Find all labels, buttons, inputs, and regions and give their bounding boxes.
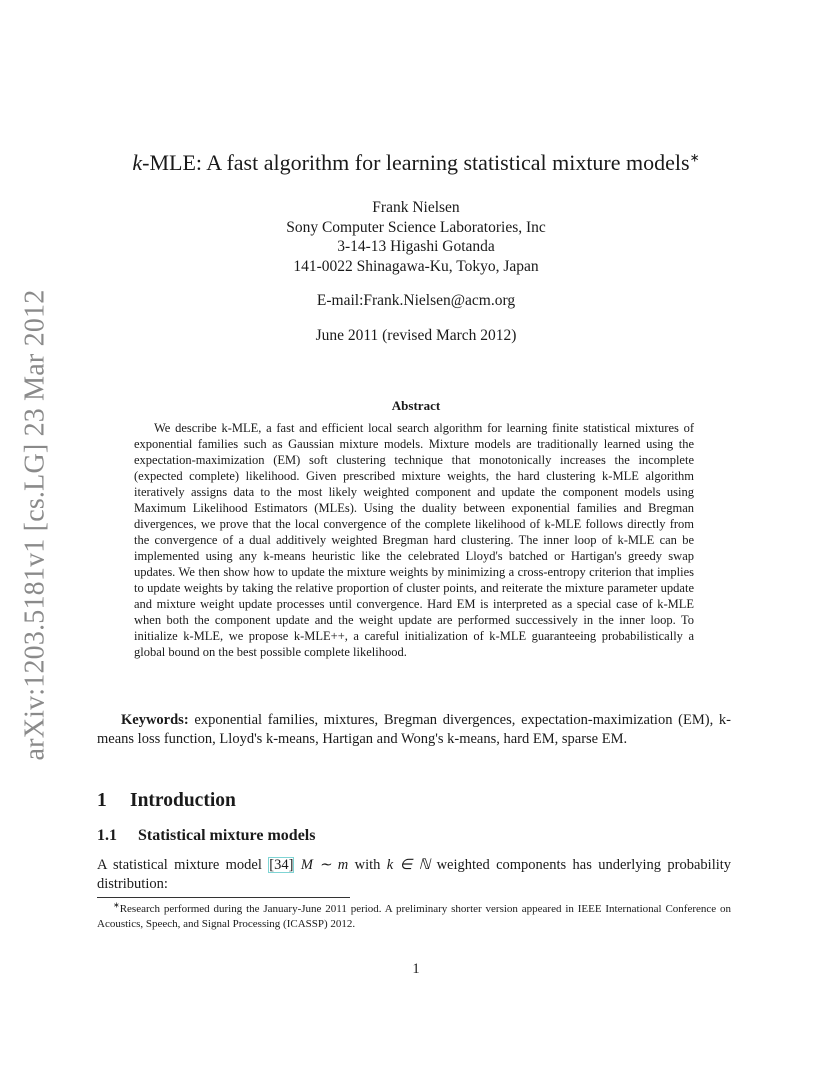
footnote-rule [97, 897, 350, 898]
title-rest: -MLE: A fast algorithm for learning statistical mixture models [142, 150, 690, 175]
subsection-number: 1.1 [97, 827, 117, 844]
section-number: 1 [97, 790, 107, 811]
footnote-mark: ∗ [113, 900, 120, 910]
arxiv-stamp-text: arXiv:1203.5181v1 [cs.LG] 23 Mar 2012 [19, 289, 51, 761]
abstract-body: We describe k-MLE, a fast and efficient local search algorithm for learning finite statistical mixtures of exponential families such as Gaussian mixture models. Mixture models are traditionally learned using the expectation-maximization (EM) soft clustering technique that monotonically increases the incomplete (expected complete) likelihood. Given prescribed mixture weights, the hard clustering k-MLE algorithm iteratively assigns data to the most likely weighted component and update the component models using Maximum Likelihood Estimators (MLEs). Using the duality between exponential families and Bregman divergences, we prove that the local convergence of the complete likelihood of k-MLE follows directly from the convergence of a dual additively weighted Bregman hard clustering. The inner loop of k-MLE can be implemented using any k-means heuristic like the celebrated Lloyd's batched or Hartigan's greedy swap updates. We then show how to update the mixture weights by minimizing a cross-entropy criterion that implies to update weights by taking the relative proportion of cluster points, and reiterate the mixture parameter update and mixture weight update processes until convergence. Hard EM is interpreted as a special case of k-MLE when both the component update and the weight update are performed successively in the inner loop. To initialize k-MLE, we propose k-MLE++, a careful initialization of k-MLE guaranteeing probabilistically a global bound on the best possible complete likelihood. [134, 421, 694, 659]
footnote [97, 902, 731, 932]
keywords-text: exponential families, mixtures, Bregman divergences, expectation-maximization (EM), k-means loss function, Lloyd's k-means, Hartigan and Wong's k-means, hard EM, sparse EM. [97, 712, 731, 747]
section-title: Introduction [130, 790, 236, 811]
author-address-line1: 3-14-13 Higashi Gotanda [337, 238, 495, 255]
author-name: Frank Nielsen [372, 199, 460, 216]
subsection-title: Statistical mixture models [138, 827, 316, 844]
intro-math-2: k ∈ ℕ [386, 857, 431, 873]
author-block [96, 198, 736, 276]
abstract-heading: Abstract [391, 398, 441, 413]
paper-date: June 2011 (revised March 2012) [315, 327, 517, 344]
footnote-text: Research performed during the January-June 2011 period. A preliminary shorter version appeared in IEEE International Conference on Acoustics, Speech, and Signal Processing (ICASSP) 2012. [97, 903, 731, 930]
author-affiliation: Sony Computer Science Laboratories, Inc [286, 218, 546, 236]
keywords-label: Keywords: [121, 712, 189, 728]
author-email: E-mail:Frank.Nielsen@acm.org [316, 292, 516, 309]
section-heading-introduction [97, 790, 236, 812]
intro-math-1: M ∼ m [300, 857, 349, 873]
keywords-paragraph [97, 711, 731, 748]
page-number: 1 [412, 961, 420, 977]
author-address-line2: 141-0022 Shinagawa-Ku, Tokyo, Japan [293, 257, 539, 275]
intro-text-before-cite: A statistical mixture model [97, 857, 262, 873]
intro-paragraph [97, 856, 731, 893]
citation-link-34[interactable]: [34] [269, 857, 294, 873]
arxiv-stamp [8, 290, 63, 760]
paper-title [96, 150, 736, 176]
title-italic-k: k [132, 150, 143, 175]
subsection-heading-mixture-models [97, 827, 315, 845]
intro-text-mid: with [354, 857, 381, 873]
title-footnote-mark[interactable]: ∗ [689, 150, 700, 165]
intro-text-after: weighted components has underlying probability distribution: [97, 857, 732, 892]
